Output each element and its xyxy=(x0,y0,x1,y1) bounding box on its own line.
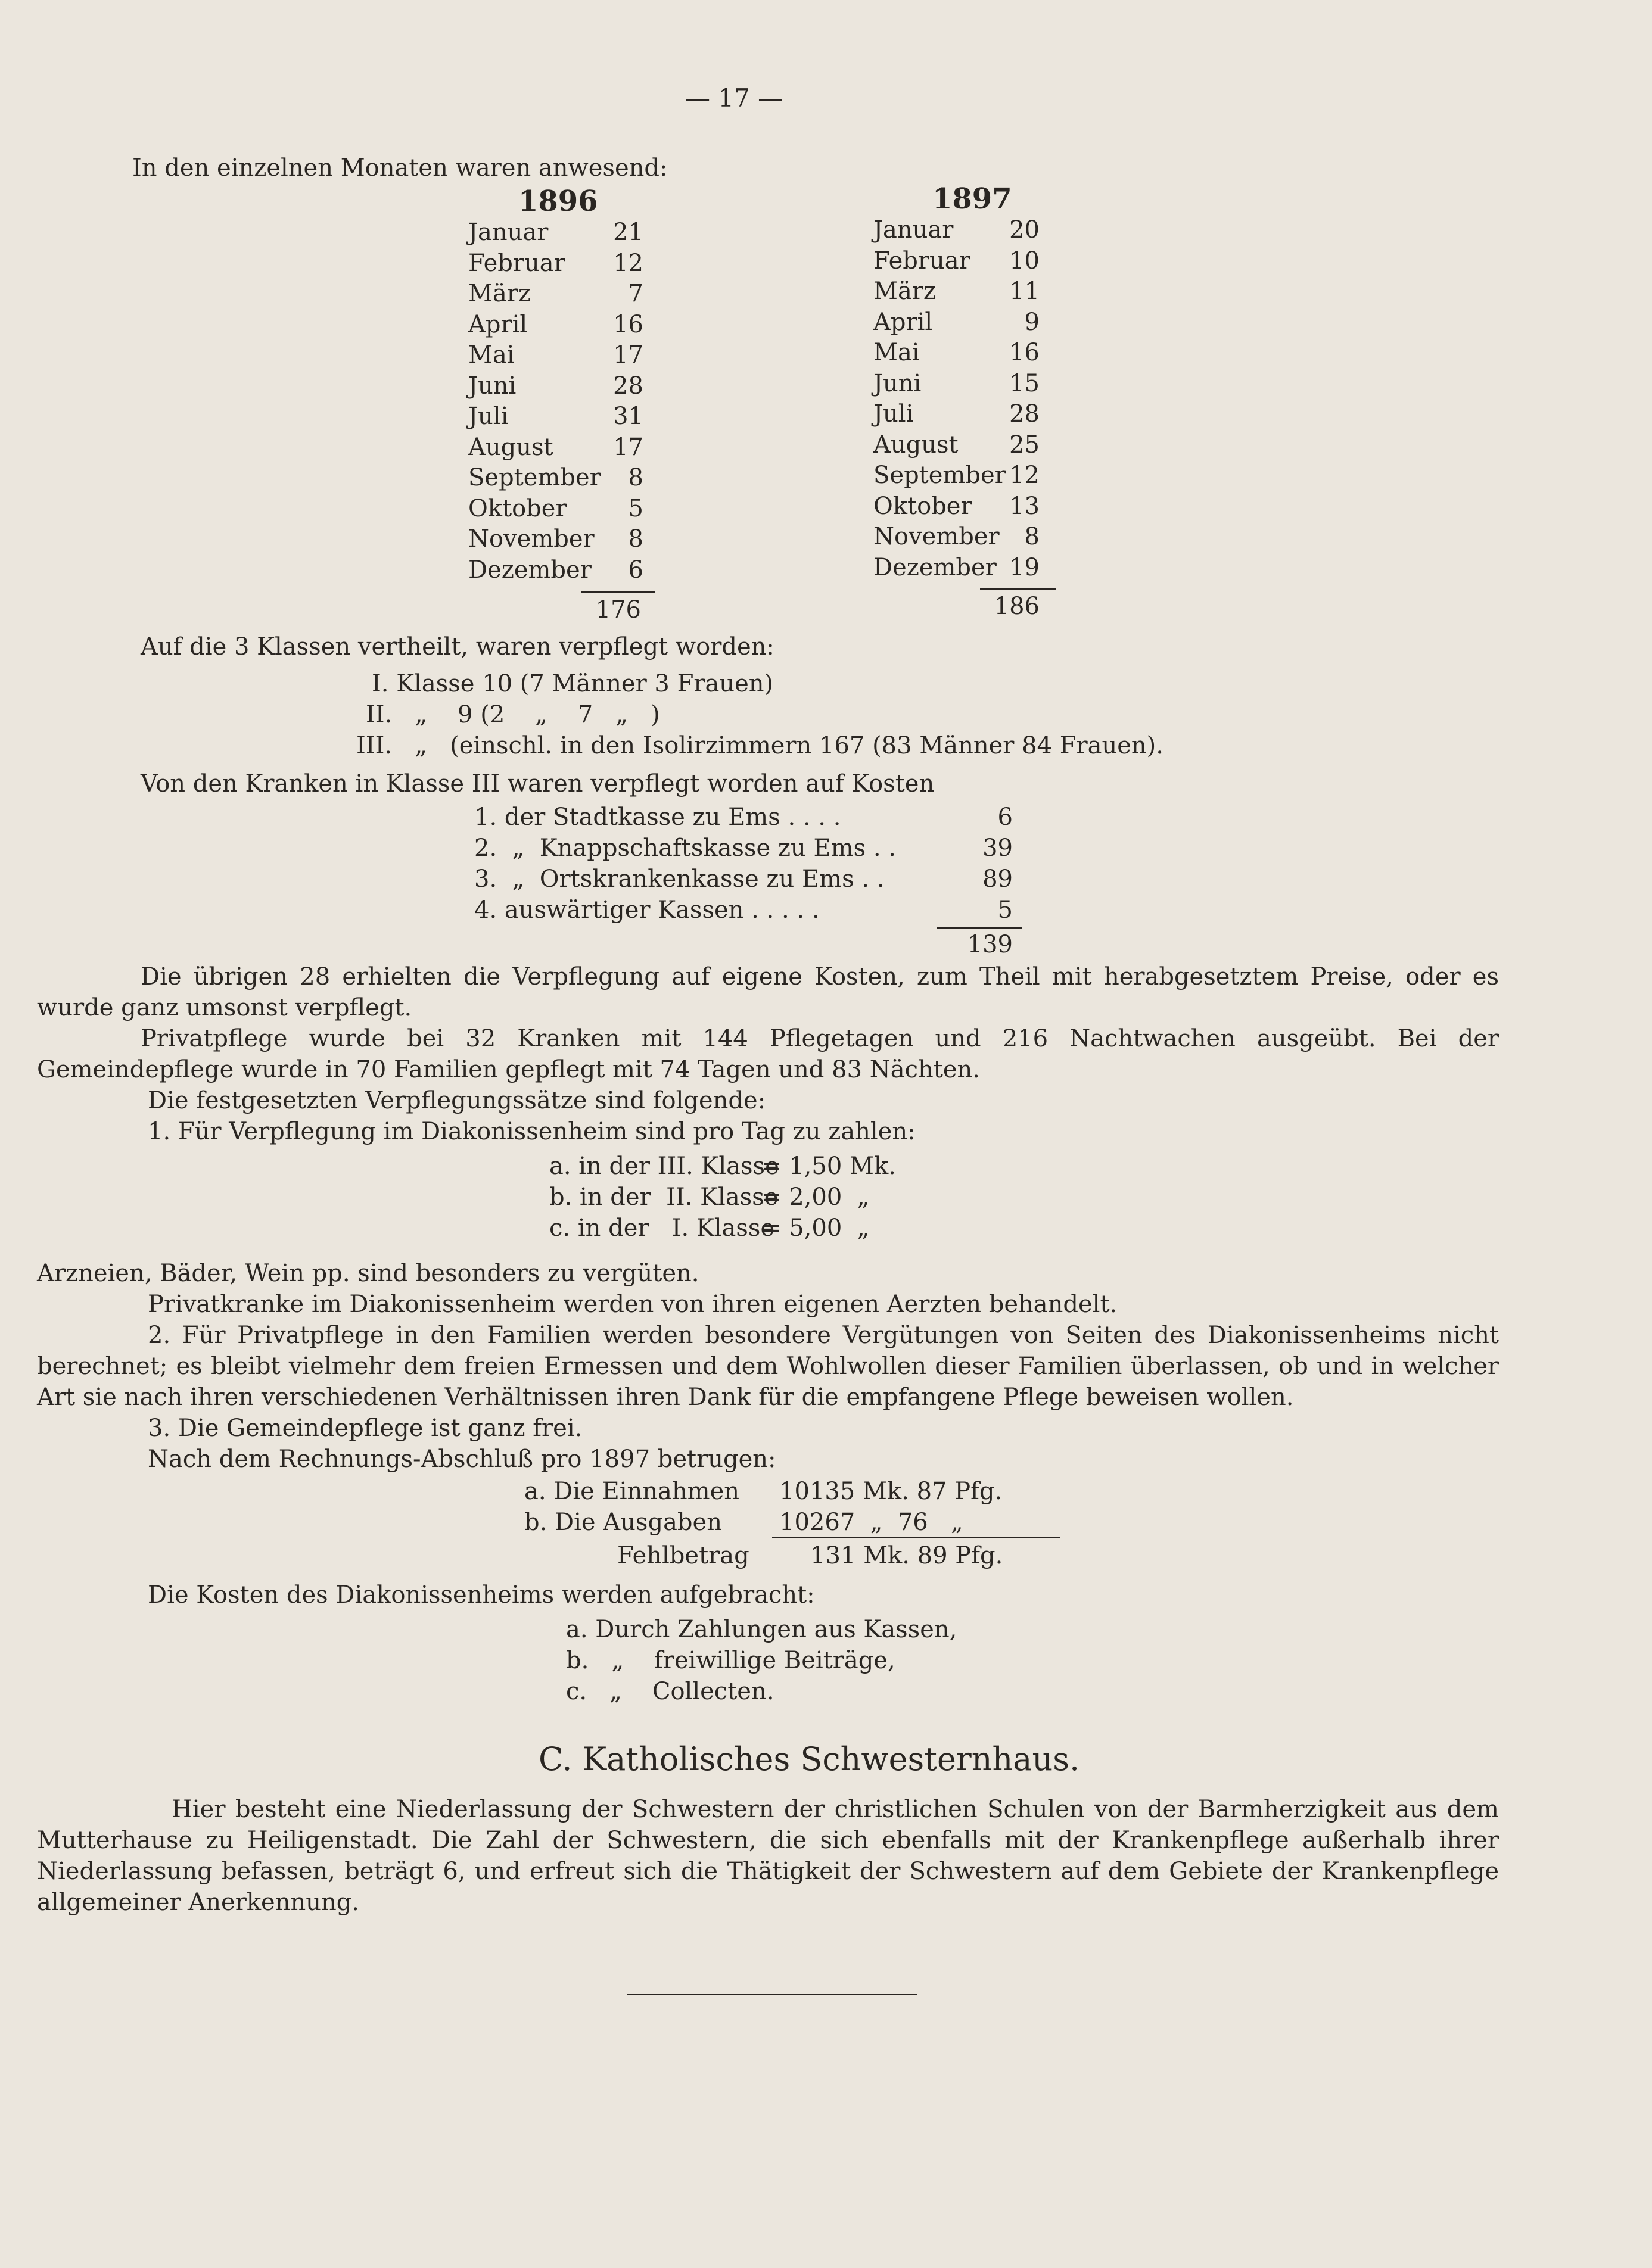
accounts-sum-rule xyxy=(772,1537,1060,1538)
expense-value: 10267 „ 76 „ xyxy=(779,1509,963,1536)
month-1897-label: Oktober xyxy=(873,492,972,520)
para-remaining: Die übrigen 28 erhielten die Verpflegung auf eigene Kosten, zum Theil mit herabgesetztem Preise, oder es wurde ganz umsonst verpflegt. xyxy=(37,963,1499,1021)
year-1896: 1896 xyxy=(518,185,598,218)
month-1896-value: 16 xyxy=(613,310,643,338)
rate-row-value: = 1,50 Mk. xyxy=(761,1152,896,1180)
month-1896-label: November xyxy=(468,525,595,553)
funding-intro: Die Kosten des Diakonissenheims werden aufgebracht: xyxy=(148,1581,815,1609)
month-1897-value: 25 xyxy=(1009,431,1040,459)
class-line-2: II. „ 9 (2 „ 7 „ ) xyxy=(366,701,660,728)
year-1897: 1897 xyxy=(932,182,1012,216)
month-1896-label: Februar xyxy=(468,249,565,277)
total-1896: 176 xyxy=(595,596,641,624)
month-1897-value: 19 xyxy=(1009,553,1040,581)
month-1896-label: Oktober xyxy=(468,494,567,522)
private-patients: Privatkranke im Diakonissenheim werden von ihren eigenen Aerzten behandelt. xyxy=(148,1291,1118,1318)
rates-item2: 2. Für Privatpflege in den Familien werden besondere Vergütungen von Seiten des Diakonissenheims nicht berechnet; es bleibt vielmehr dem freien Ermessen und dem Wohlwollen dieser Familien überlassen, ob und in welcher Art sie nach ihren verschiedenen Verhältnissen ihren Dank für die empfangene Pflege beweisen wollen. xyxy=(37,1322,1499,1411)
month-1896-value: 12 xyxy=(613,249,643,277)
rates-intro: Die festgesetzten Verpflegungssätze sind folgende: xyxy=(148,1087,766,1114)
month-1896-value: 17 xyxy=(613,341,643,369)
month-1896-label: April xyxy=(468,310,528,338)
cost-row-value: 89 xyxy=(982,865,1013,893)
cost-row-value: 6 xyxy=(997,803,1013,831)
month-1897-value: 9 xyxy=(1024,308,1040,336)
costs-sum-rule xyxy=(937,927,1022,929)
month-1897-value: 28 xyxy=(1009,400,1040,428)
cost-row-value: 5 xyxy=(997,896,1013,924)
expense-label: b. Die Ausgaben xyxy=(524,1509,722,1536)
month-1897-label: Juni xyxy=(873,369,922,397)
month-1896-value: 8 xyxy=(628,464,643,491)
month-1896-label: August xyxy=(468,433,553,461)
deficit-label: Fehlbetrag xyxy=(617,1542,749,1569)
month-1896-label: Januar xyxy=(468,219,549,246)
month-1896-value: 31 xyxy=(613,403,643,430)
classes-intro: Auf die 3 Klassen vertheilt, waren verpflegt worden: xyxy=(141,633,774,661)
cost-row-label: 3. „ Ortskrankenkasse zu Ems . . xyxy=(474,865,885,893)
month-1896-value: 8 xyxy=(628,525,643,553)
section-c-heading: C. Katholisches Schwesternhaus. xyxy=(539,1740,1080,1778)
rates-item1: 1. Für Verpflegung im Diakonissenheim sind pro Tag zu zahlen: xyxy=(148,1118,916,1145)
month-1896-label: März xyxy=(468,280,531,307)
month-1897-value: 13 xyxy=(1009,492,1040,520)
rates-extra: Arzneien, Bäder, Wein pp. sind besonders zu vergüten. xyxy=(37,1260,699,1287)
accounts-intro: Nach dem Rechnungs-Abschluß pro 1897 betrugen: xyxy=(148,1445,776,1473)
month-1897-label: Dezember xyxy=(873,553,997,581)
rate-row-label: a. in der III. Klasse xyxy=(549,1152,779,1180)
month-1897-value: 20 xyxy=(1009,216,1040,244)
month-1896-value: 6 xyxy=(628,556,643,584)
month-1896-label: Juni xyxy=(468,372,517,400)
funding-item-a: a. Durch Zahlungen aus Kassen, xyxy=(566,1616,957,1643)
funding-item-b: b. „ freiwillige Beiträge, xyxy=(566,1647,895,1674)
sum-rule-1897 xyxy=(980,588,1056,590)
month-1897-value: 11 xyxy=(1009,278,1040,305)
deficit-value: 131 Mk. 89 Pfg. xyxy=(810,1542,1003,1569)
closing-rule xyxy=(627,1994,917,1995)
funding-item-c: c. „ Collecten. xyxy=(566,1678,774,1705)
month-1897-value: 8 xyxy=(1024,523,1040,550)
month-1897-value: 12 xyxy=(1009,462,1040,489)
month-1897-label: Februar xyxy=(873,247,970,275)
class-line-3: III. „ (einschl. in den Isolirzimmern 167 (83 Männer 84 Frauen). xyxy=(356,732,1163,759)
month-1897-value: 16 xyxy=(1009,339,1040,366)
para-private: Privatpflege wurde bei 32 Kranken mit 144 Pflegetagen und 216 Nachtwachen ausgeübt. Bei der Gemeindepflege wurde in 70 Familien gepflegt mit 74 Tagen und 83 Nächten. xyxy=(37,1025,1499,1083)
sum-rule-1896 xyxy=(581,591,655,593)
income-label: a. Die Einnahmen xyxy=(524,1478,740,1505)
rate-row-value: = 5,00 „ xyxy=(761,1214,870,1242)
cost-row-label: 2. „ Knappschaftskasse zu Ems . . xyxy=(474,834,896,862)
total-1897: 186 xyxy=(994,593,1040,620)
month-1896-label: Juli xyxy=(468,403,509,430)
month-1897-label: November xyxy=(873,523,1000,550)
month-1896-label: September xyxy=(468,464,601,491)
cost-row-label: 4. auswärtiger Kassen . . . . . xyxy=(474,896,820,924)
month-1896-value: 7 xyxy=(628,280,643,307)
month-1897-label: April xyxy=(873,308,933,336)
costs-intro: Von den Kranken in Klasse III waren verpflegt worden auf Kosten xyxy=(141,770,935,797)
rates-item3: 3. Die Gemeindepflege ist ganz frei. xyxy=(148,1415,583,1442)
intro-line: In den einzelnen Monaten waren anwesend: xyxy=(132,154,668,182)
section-c-text: Hier besteht eine Niederlassung der Schwestern der christlichen Schulen von der Barmherzigkeit aus dem Mutterhause zu Heiligenstadt. Die Zahl der Schwestern, die sich ebenfalls mit der Krankenpflege außerhalb ihrer Niederlassung befassen, beträgt 6, und erfreut sich die Thätigkeit der Schwestern auf dem Gebiete der Krankenpflege allgemeiner Anerkennung. xyxy=(37,1796,1499,1916)
month-1897-value: 15 xyxy=(1009,369,1040,397)
month-1897-label: August xyxy=(873,431,959,459)
costs-total: 139 xyxy=(967,931,1013,958)
month-1896-value: 28 xyxy=(613,372,643,400)
page-number: — 17 — xyxy=(685,83,783,113)
month-1896-value: 17 xyxy=(613,433,643,461)
month-1897-label: Mai xyxy=(873,339,920,366)
month-1896-value: 21 xyxy=(613,219,643,246)
month-1896-label: Mai xyxy=(468,341,515,369)
month-1896-label: Dezember xyxy=(468,556,592,584)
month-1897-label: März xyxy=(873,278,936,305)
rate-row-label: c. in der I. Klasse xyxy=(549,1214,775,1242)
rate-row-label: b. in der II. Klasse xyxy=(549,1183,779,1211)
cost-row-label: 1. der Stadtkasse zu Ems . . . . xyxy=(474,803,841,831)
class-line-1: I. Klasse 10 (7 Männer 3 Frauen) xyxy=(372,670,774,697)
rate-row-value: = 2,00 „ xyxy=(761,1183,870,1211)
income-value: 10135 Mk. 87 Pfg. xyxy=(779,1478,1003,1505)
month-1897-label: Juli xyxy=(873,400,914,428)
month-1896-value: 5 xyxy=(628,494,643,522)
cost-row-value: 39 xyxy=(982,834,1013,862)
month-1897-label: September xyxy=(873,462,1006,489)
month-1897-label: Januar xyxy=(873,216,954,244)
month-1897-value: 10 xyxy=(1009,247,1040,275)
